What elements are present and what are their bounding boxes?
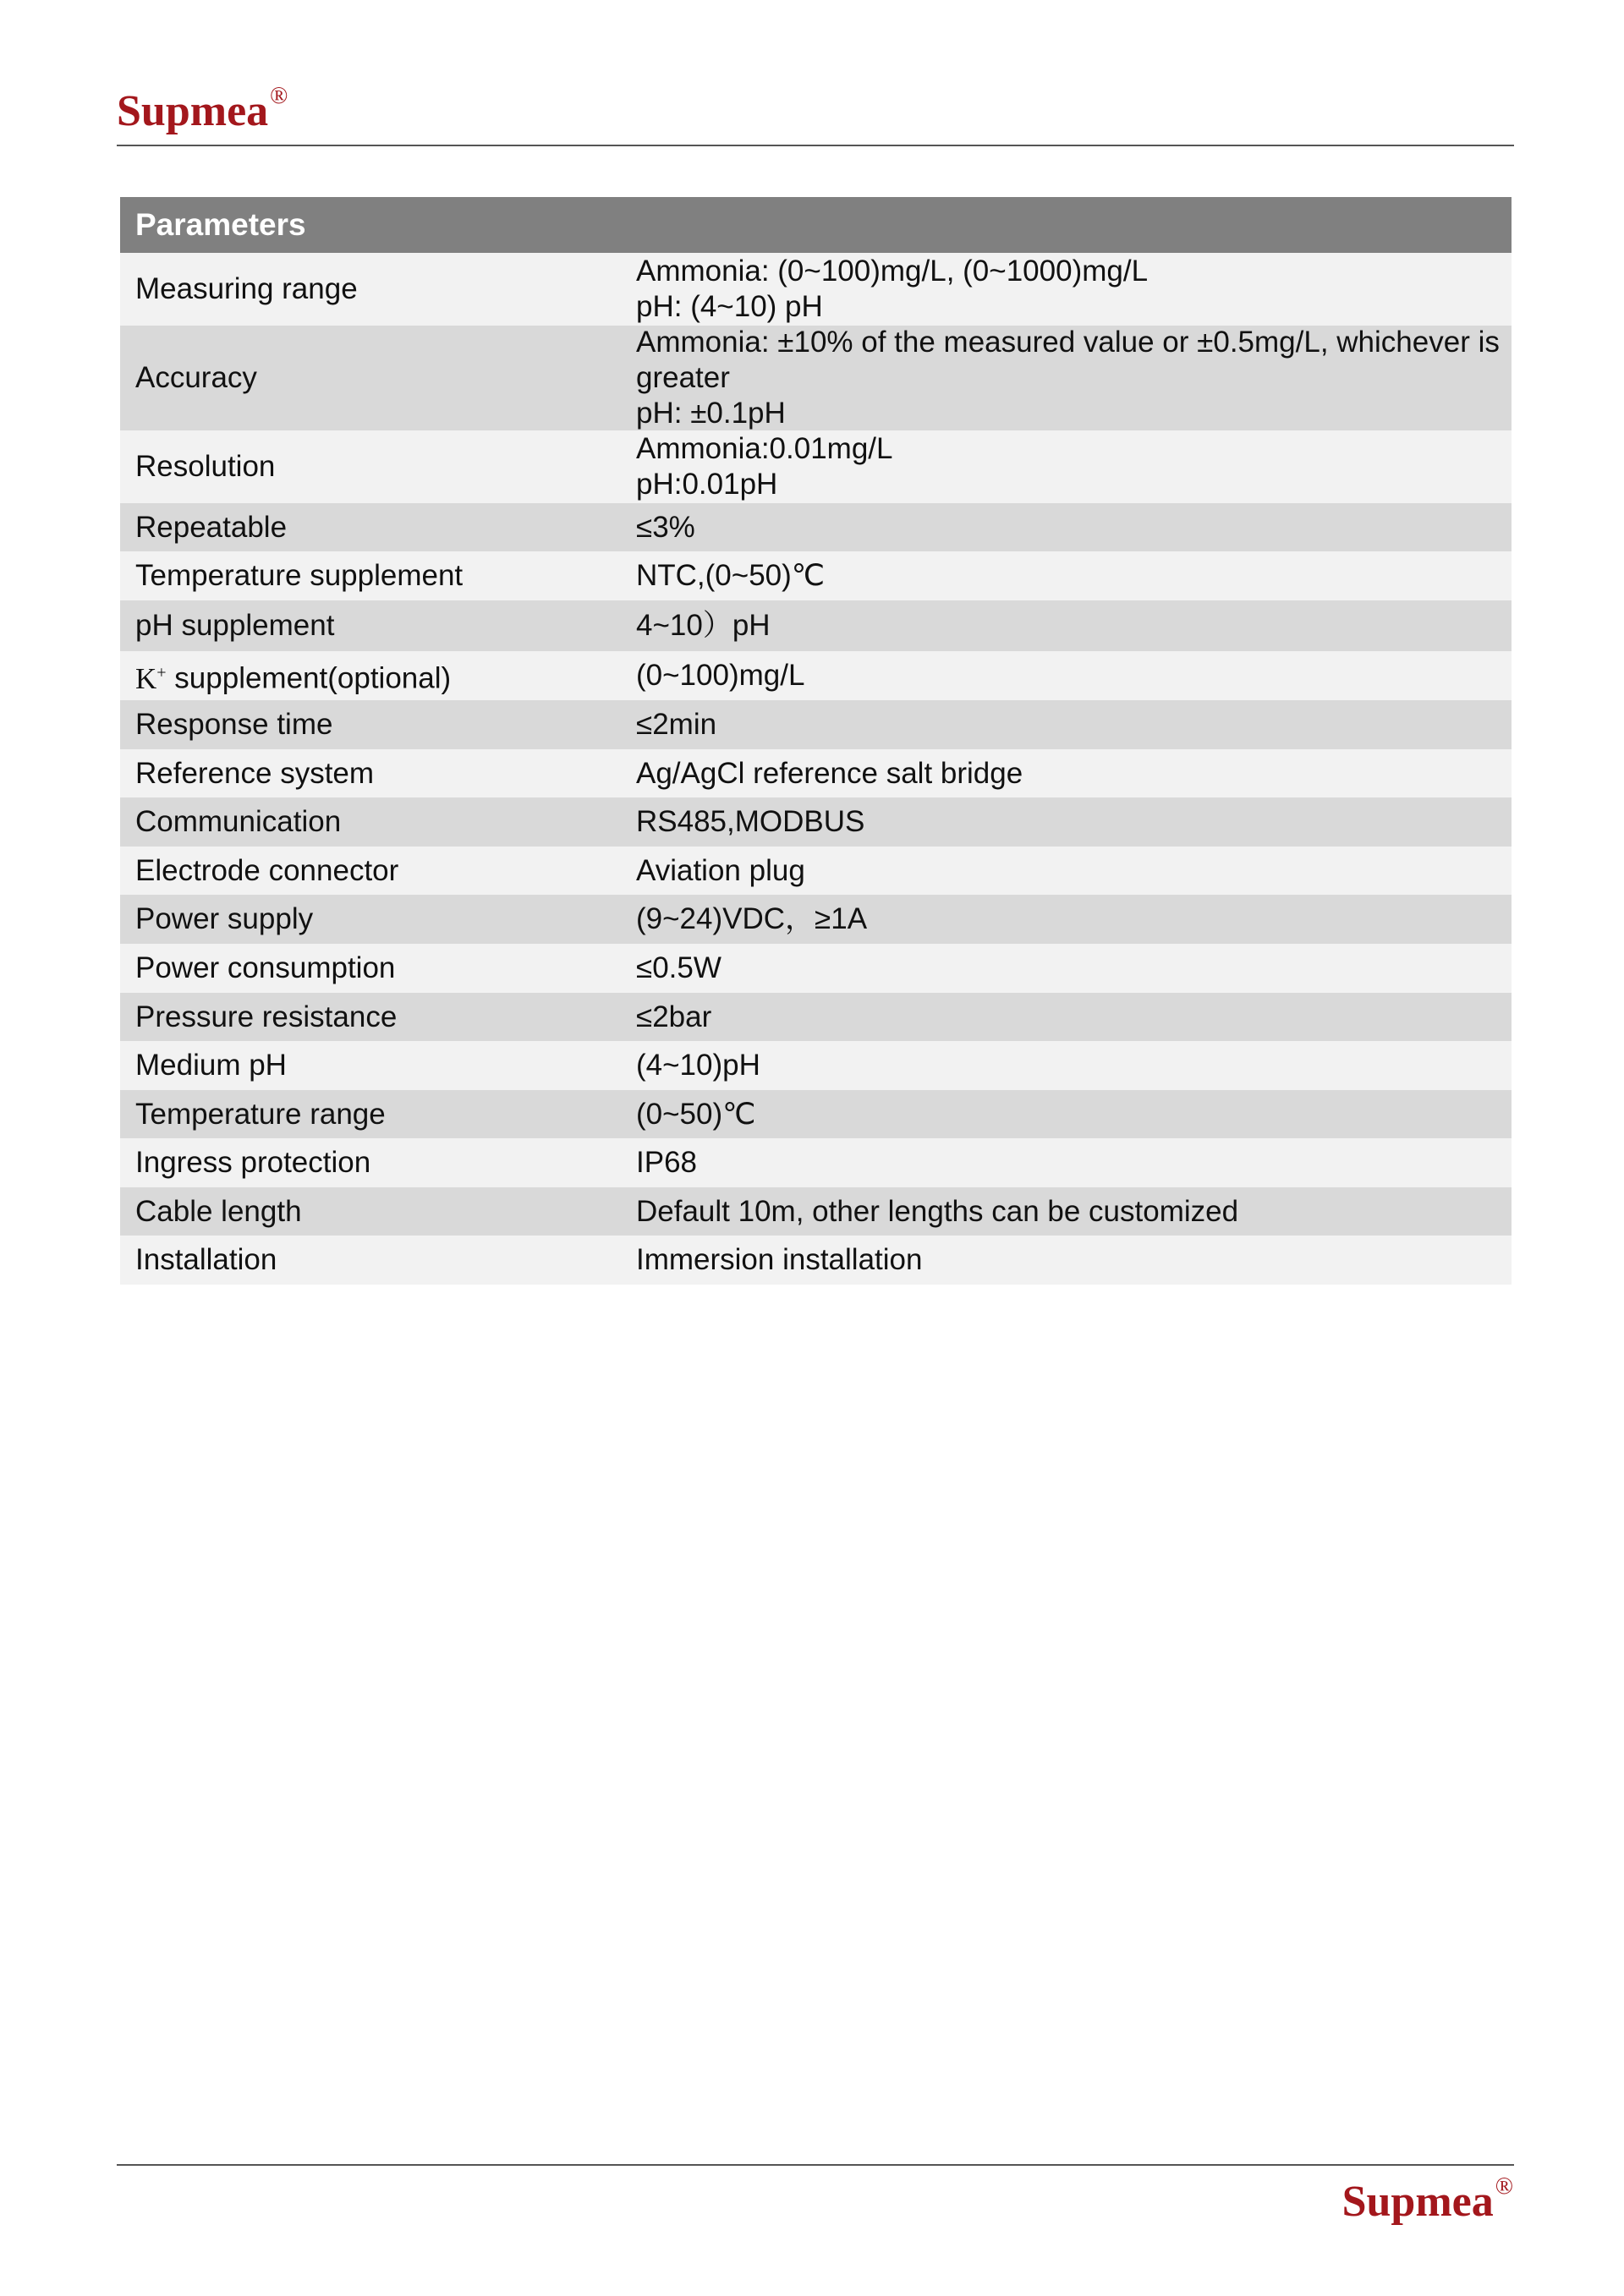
param-name: Cable length — [135, 1194, 302, 1228]
table-row — [120, 797, 1512, 847]
brand-name: Supmea — [1341, 2178, 1494, 2226]
value-line: (4~10)pH — [636, 1049, 760, 1082]
param-value — [636, 951, 1512, 986]
table-row — [120, 749, 1512, 797]
table-row — [120, 503, 1512, 551]
value-line: Default 10m, other lengths can be customized — [636, 1194, 1239, 1228]
table-row — [120, 253, 1512, 326]
brand-logo-bottom — [1341, 2173, 1513, 2226]
param-name: Repeatable — [135, 510, 288, 544]
value-line: Ag/AgCl reference salt bridge — [636, 756, 1023, 790]
value-line: (9~24)VDC，≥1A — [636, 902, 868, 935]
param-name: Response time — [135, 708, 333, 741]
table-row — [120, 600, 1512, 651]
param-value — [636, 1048, 1512, 1083]
param-value — [636, 1097, 1512, 1132]
value-line: pH: (4~10) pH — [636, 290, 823, 323]
param-name: Installation — [135, 1243, 277, 1276]
value-line: ≤0.5W — [636, 951, 721, 984]
value-line: NTC,(0~50)℃ — [636, 559, 826, 592]
param-value — [636, 658, 1512, 693]
table-row — [120, 551, 1512, 600]
param-name: Temperature range — [135, 1097, 386, 1131]
param-value — [636, 325, 1512, 431]
table-row — [120, 944, 1512, 993]
param-value — [636, 707, 1512, 743]
value-line: IP68 — [636, 1146, 697, 1179]
param-name: Accuracy — [135, 361, 257, 394]
param-name: Power consumption — [135, 951, 396, 984]
brand-logo-top — [117, 83, 288, 135]
table-row — [120, 326, 1512, 430]
table-row — [120, 1138, 1512, 1187]
param-value — [636, 853, 1512, 889]
table-row — [120, 993, 1512, 1041]
param-value — [636, 510, 1512, 545]
table-row — [120, 1236, 1512, 1285]
value-line: ≤2bar — [636, 1000, 712, 1033]
param-value — [636, 1145, 1512, 1181]
table-row — [120, 847, 1512, 895]
param-name: Resolution — [135, 450, 276, 483]
value-line: (0~100)mg/L — [636, 659, 805, 692]
value-line: greater — [636, 361, 730, 394]
param-value — [636, 756, 1512, 792]
parameters-table — [120, 197, 1512, 1285]
potassium-symbol: K+ — [135, 661, 167, 695]
param-name-text: supplement(optional) — [174, 661, 452, 695]
footer-divider — [117, 2164, 1514, 2166]
value-line: Immersion installation — [636, 1243, 923, 1276]
value-line: Ammonia: ±10% of the measured value or ±0.5mg/L, whichever is — [636, 326, 1500, 359]
table-row — [120, 1041, 1512, 1090]
param-name: Reference system — [135, 756, 375, 790]
value-line: ≤2min — [636, 708, 717, 741]
param-value — [636, 608, 1512, 644]
value-line: Ammonia: (0~100)mg/L, (0~1000)mg/L — [636, 255, 1149, 288]
value-line: 4~10）pH — [636, 609, 771, 642]
param-value — [636, 804, 1512, 840]
param-name — [120, 655, 636, 697]
value-line: pH:0.01pH — [636, 468, 778, 501]
param-name: Communication — [135, 805, 342, 838]
param-name: Power supply — [135, 902, 314, 935]
param-name: Medium pH — [135, 1049, 287, 1082]
table-heading: Parameters — [120, 197, 1512, 253]
registered-mark: ® — [1495, 2173, 1513, 2200]
value-line: ≤3% — [636, 510, 695, 544]
param-name: Ingress protection — [135, 1146, 371, 1179]
param-value — [636, 1242, 1512, 1278]
param-value — [636, 1194, 1512, 1230]
table-row — [120, 651, 1512, 700]
table-row — [120, 895, 1512, 944]
param-value — [636, 254, 1512, 325]
value-line: RS485,MODBUS — [636, 805, 865, 838]
param-value — [636, 558, 1512, 594]
value-line: (0~50)℃ — [636, 1097, 756, 1131]
param-value — [636, 431, 1512, 502]
param-name: pH supplement — [135, 609, 335, 642]
header-divider — [117, 145, 1514, 146]
table-row — [120, 1090, 1512, 1138]
param-value — [636, 1000, 1512, 1035]
param-value — [636, 901, 1512, 937]
table-row — [120, 430, 1512, 503]
param-name: Temperature supplement — [135, 559, 464, 592]
value-line: Ammonia:0.01mg/L — [636, 432, 893, 465]
brand-name: Supmea — [117, 87, 269, 135]
value-line: Aviation plug — [636, 853, 805, 887]
table-row — [120, 1187, 1512, 1236]
table-row — [120, 700, 1512, 749]
param-name: Electrode connector — [135, 853, 399, 887]
param-name: Pressure resistance — [135, 1000, 398, 1033]
registered-mark: ® — [270, 83, 288, 109]
param-name: Measuring range — [135, 272, 358, 305]
value-line: pH: ±0.1pH — [636, 397, 786, 430]
